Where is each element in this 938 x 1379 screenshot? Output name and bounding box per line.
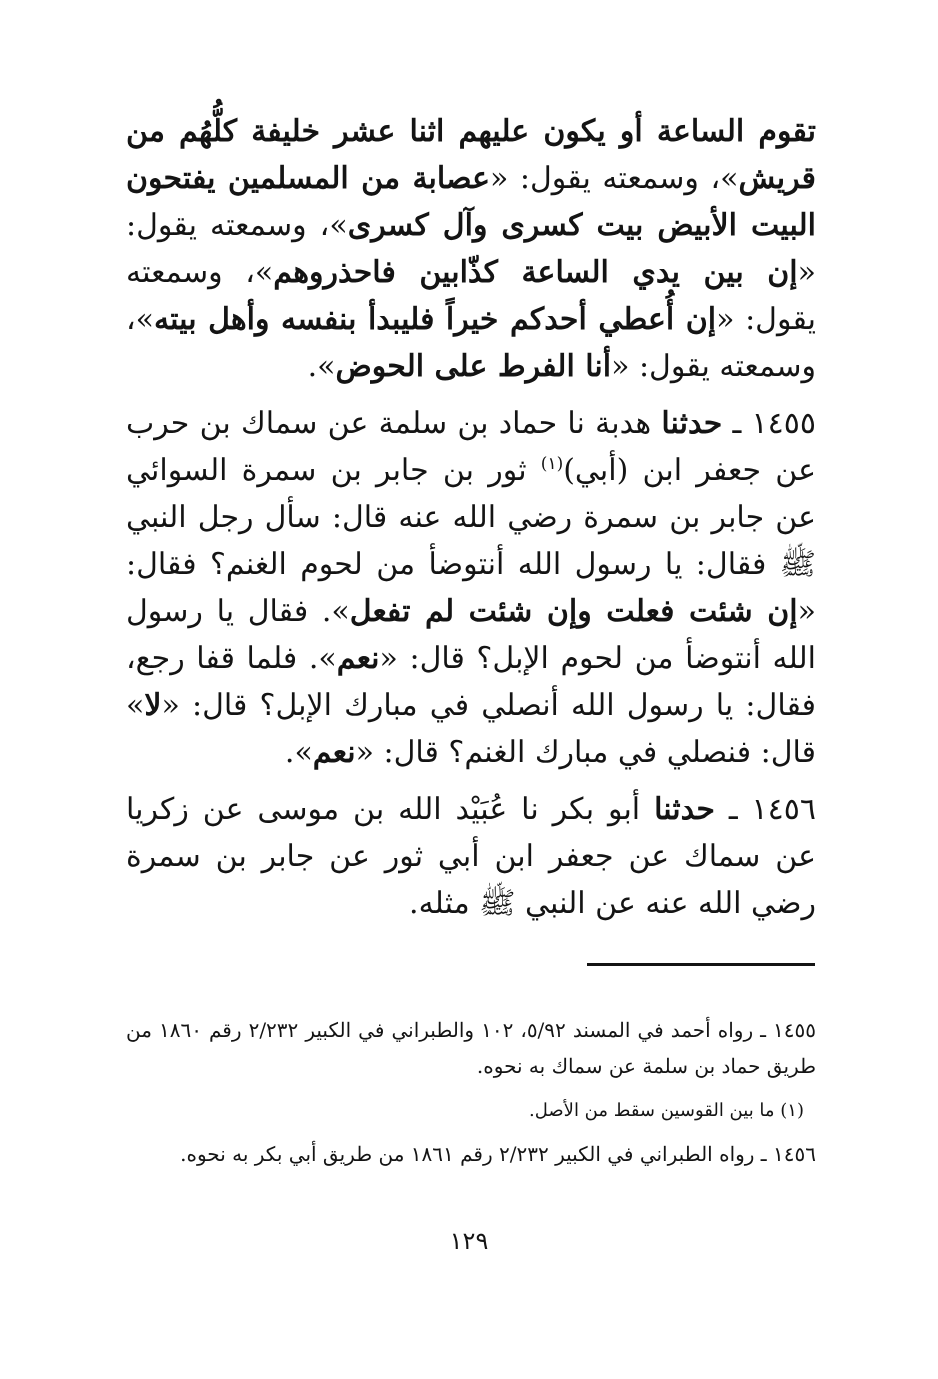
bold-text: عصابة من المسلمين يفتحون البيت الأبيض بيت كسرى وآل كسرى: [126, 161, 817, 243]
footnote-marker: (١): [540, 454, 564, 474]
bold-text: حدثنا: [661, 406, 723, 441]
text-run: ».: [284, 735, 313, 770]
bold-text: إن أُعطي أحدكم خيراً فليبدأ بنفسه وأهل بيته: [154, 302, 717, 337]
footnote-1455: ١٤٥٥ ـ رواه أحمد في المسند ٥/٩٢، ١٠٢ والطبراني في الكبير ٢/٢٣٢ رقم ١٨٦٠ من طريق حماد بن سلمة عن سماك به نحوه.: [126, 1018, 817, 1078]
footnote-1: (١) ما بين القوسين سقط من الأصل.: [529, 1100, 804, 1121]
text-run: ». فلما قفا رجع، فقال: يا رسول الله أنصلي في مبارك الإبل؟ قال: «: [126, 641, 816, 723]
bold-text: إن بين يدي الساعة كذّابين فاحذروهم: [273, 255, 798, 290]
text-run: ثور بن جابر بن سمرة السوائي عن جابر بن سمرة رضي الله عنه قال: سأل رجل النبي ﷺ فقال: يا رسول الله أنتوضأ من لحوم الغنم؟ فقال: «: [126, 453, 816, 629]
bold-text: نعم: [312, 735, 356, 770]
bold-text: تقوم الساعة أو يكون عليهم اثنا عشر خليفة كلُّهُم من قريش: [126, 114, 816, 196]
text-run: »، وسمعته يقول: «: [126, 208, 816, 290]
paragraph-hadith-1456: [126, 786, 816, 927]
paragraph-hadith-continuation: [126, 108, 816, 390]
bold-text: أنا الفرط على الحوض: [335, 349, 612, 384]
bold-text: نعم: [336, 641, 380, 676]
text-run: » قال: فنصلي في مبارك الغنم؟ قال: «: [126, 688, 816, 770]
paragraph-hadith-1455: [126, 400, 816, 776]
footnotes: [126, 1012, 816, 1172]
bold-text: لا: [144, 688, 162, 723]
text-run: أبو بكر نا عُبَيْد الله بن موسى عن زكريا عن سماك عن جعفر ابن أبي ثور عن جابر بن سمرة رضي الله عنه عن النبي ﷺ مثله.: [126, 792, 816, 921]
text-run: »، وسمعته يقول: «: [489, 161, 739, 196]
bold-text: حدثنا: [654, 792, 715, 827]
text-run: ١٤٥٥ ـ: [722, 406, 816, 441]
text-run: »، وسمعته يقول: «: [126, 255, 816, 337]
text-run: هدبة نا حماد بن سلمة عن سماك بن حرب عن جعفر ابن (أبي): [126, 406, 816, 488]
text-run: ١٤٥٦ ـ: [714, 792, 816, 827]
text-run: ». فقال يا رسول الله أنتوضأ من لحوم الإبل؟ قال: «: [126, 594, 816, 676]
text-run: ».: [307, 349, 336, 384]
footnote-separator: [587, 963, 815, 966]
main-text: [126, 108, 816, 927]
page-number: ١٢٩: [449, 1227, 489, 1255]
text-run: »، وسمعته يقول: «: [126, 302, 816, 384]
footnote-1456: ١٤٥٦ ـ رواه الطبراني في الكبير ٢/٢٣٢ رقم ١٨٦١ من طريق أبي بكر به نحوه.: [180, 1142, 816, 1166]
bold-text: إن شئت فعلت وإن شئت لم تفعل: [349, 594, 798, 629]
